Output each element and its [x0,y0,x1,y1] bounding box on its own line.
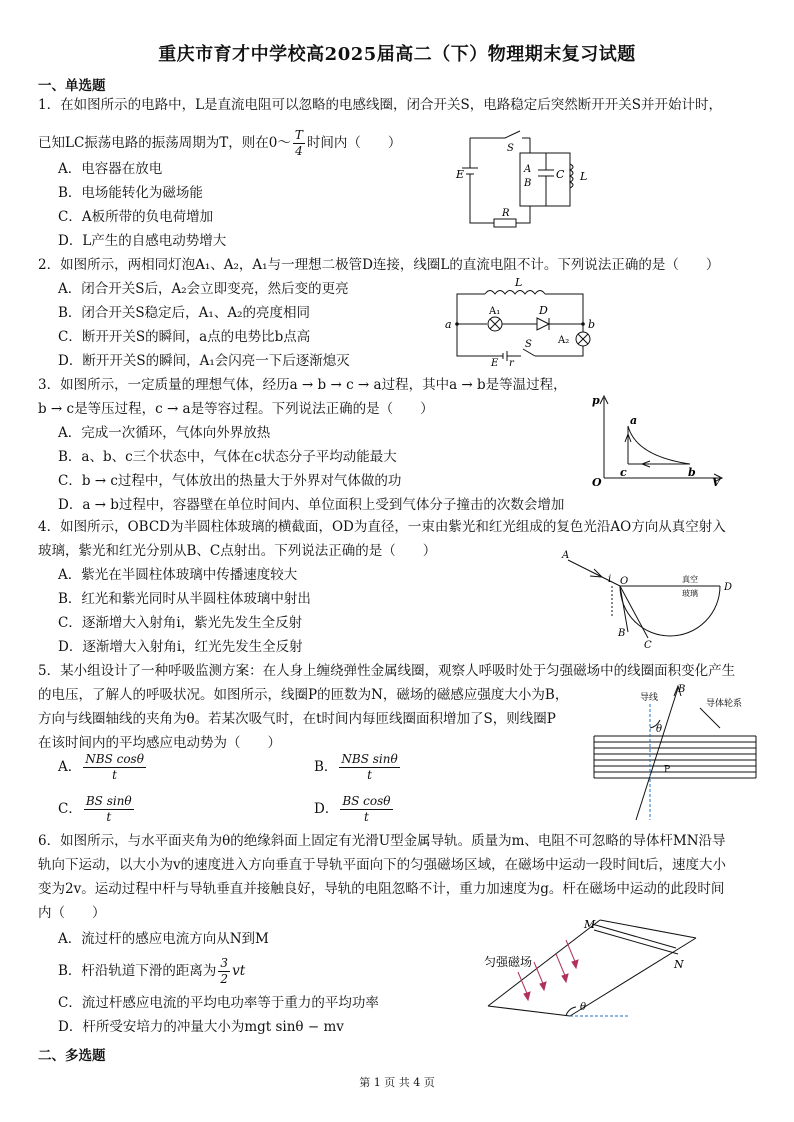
q1-frac-den: 4 [295,144,303,158]
q2-option-c[interactable]: C．断开开关S的瞬间，a点的电势比b点高 [58,329,311,345]
q5-option-b-frac [339,752,399,783]
q2-fig-label-a2: A₂ [558,335,570,346]
q1-fig-label-c: C [556,168,565,181]
q1-stem-line2 [38,128,401,159]
q5-option-a-frac [83,752,146,783]
q5-d-num: BS cosθ [342,794,391,808]
q6-fig-label-field: 匀强磁场 [484,955,533,969]
q5-fig-label-b: B [678,684,686,695]
q6-option-d[interactable]: D．杆所受安培力的冲量大小为mgt sinθ − mv [58,1019,344,1035]
q1-circuit-figure [450,128,590,236]
q6-b-den: 2 [220,972,229,986]
q5-coil-figure [588,680,764,822]
q5-option-d[interactable] [314,794,395,825]
q3-fig-label-o: O [592,476,602,488]
page-title: 重庆市育才中学校高2025届高二（下）物理期末复习试题 [158,44,636,65]
q3-option-b[interactable]: B．a、b、c三个状态中，气体在c状态分子平均动能最大 [58,449,397,465]
q4-fig-label-c: C [644,640,652,651]
q1-frac-num: T [294,128,303,142]
q5-stem-line1: 5．某小组设计了一种呼吸监测方案：在人身上缠绕弹性金属线圈，观察人呼吸时处于匀强磁场中的线圈面积变化产生 [38,663,736,679]
q4-fig-label-d: D [724,582,733,593]
q5-option-c-label: C． [58,801,82,817]
q6-option-b-tail: vt [232,963,246,979]
q5-a-num: NBS cosθ [85,752,144,766]
q5-option-d-frac [340,794,392,825]
q4-fig-label-glass: 玻璃 [682,589,698,598]
q2-fig-label-l: L [515,276,523,289]
q5-option-b[interactable] [314,752,402,783]
q6-fig-label-m: M [584,918,596,931]
q5-option-a-label: A． [58,759,82,775]
q6-stem-line3: 变为2v。运动过程中杆与导轨垂直并接触良好，导轨的电阻忽略不计，重力加速度为g。杆在磁场中运动的此段时间 [38,881,725,897]
q4-option-a[interactable]: A．紫光在半圆柱体玻璃中传播速度较大 [58,567,298,583]
q1-fig-label-a: A [524,164,532,175]
q2-fig-label-e: E [491,358,499,368]
q1-stem-tail: 时间内（ ） [306,135,402,151]
q2-fig-label-s: S [525,339,532,350]
q5-option-c-frac [84,794,134,825]
q2-stem-line1: 2．如图所示，两相同灯泡A₁、A₂，A₁与一理想二极管D连接，线圈L的直流电阻不计。下列说法正确的是（ ） [38,257,720,273]
q6-option-b-text: B．杆沿轨道下滑的距离为 [58,963,217,979]
q1-fig-label-r: R [502,208,510,219]
q6-fig-label-n: N [674,958,684,971]
q1-option-d[interactable]: D．L产生的自感电动势增大 [58,233,227,249]
q4-stem-line1: 4．如图所示，OBCD为半圆柱体玻璃的横截面，OD为直径，一束由紫光和红光组成的复色光沿AO方向从真空射入 [38,519,726,535]
q6-stem-line2: 轨向下运动，以大小为v的速度进入方向垂直于导轨平面向下的匀强磁场区域，在磁场中运动一段时间t后，速度大小 [38,857,727,873]
q6-stem-line4: 内（ ） [38,905,106,921]
q5-stem-line2: 的电压，了解人的呼吸状况。如图所示，线圈P的匝数为N，磁场的磁感应强度大小为B， [38,687,569,703]
q4-glass-figure [560,546,740,652]
q3-option-c[interactable]: C．b → c过程中，气体放出的热量大于外界对气体做的功 [58,473,402,489]
q5-fig-label-theta: θ [656,724,663,735]
q4-option-b[interactable]: B．红光和紫光同时从半圆柱体玻璃中射出 [58,591,311,607]
q3-fig-label-b: b [688,466,696,479]
q5-fig-label-coil: 导体轮系 [706,699,743,709]
q2-fig-label-a: a [445,318,452,331]
q2-fig-label-d: D [539,304,548,317]
q5-d-den: t [364,810,369,824]
q5-option-d-label: D． [314,801,339,817]
q5-option-a[interactable] [58,752,148,783]
q5-option-b-label: B． [314,759,338,775]
q3-fig-label-a: a [630,414,638,427]
q5-c-num: BS sinθ [85,794,132,808]
q4-option-c[interactable]: C．逐渐增大入射角i，紫光先发生全反射 [58,615,303,631]
q3-fig-label-c: c [620,466,627,479]
q2-option-d[interactable]: D．断开开关S的瞬间，A₁会闪亮一下后逐渐熄灭 [58,353,350,369]
q3-fig-label-v: V [712,476,721,488]
q5-b-num: NBS sinθ [341,752,398,766]
q6-option-b-frac [218,956,230,987]
q4-fig-label-vacuum: 真空 [682,575,698,584]
q5-b-den: t [367,768,372,782]
q3-stem-line1: 3．如图所示，一定质量的理想气体，经历a → b → c → a过程，其中a → b是等温过程， [38,377,567,393]
q6-option-c[interactable]: C．流过杆感应电流的平均电功率等于重力的平均功率 [58,995,379,1011]
q2-fig-label-r: r [509,358,514,368]
q4-option-d[interactable]: D．逐渐增大入射角i，红光先发生全反射 [58,639,303,655]
q6-incline-figure [470,910,710,1022]
q5-option-c[interactable] [58,794,136,825]
q5-stem-line4: 在该时间内的平均感应电动势为（ ） [38,735,281,751]
page-footer: 第 1 页 共 4 页 [359,1076,435,1089]
section-single-choice: 一、单选题 [38,78,106,94]
q6-stem-line1: 6．如图所示，与水平面夹角为θ的绝缘斜面上固定有光滑U型金属导轨。质量为m、电阻不可忽略的导体杆MN沿导 [38,833,726,849]
q2-fig-label-b: b [588,318,596,331]
q1-fraction [293,128,305,159]
q5-fig-label-p: P [664,765,671,775]
q1-option-a[interactable]: A．电容器在放电 [58,161,163,177]
q1-fig-label-l: L [580,170,588,183]
q1-fig-label-b: B [524,178,532,189]
q2-fig-label-a1: A₁ [489,306,501,317]
q1-stem-text: 已知LC振荡电路的振荡周期为T，则在0～ [38,135,291,151]
q4-fig-label-b: B [618,628,626,639]
q3-fig-label-p: p [592,394,600,407]
q3-option-a[interactable]: A．完成一次循环，气体向外界放热 [58,425,271,441]
q5-stem-line3: 方向与线圈轴线的夹角为θ。若某次吸气时，在t时间内每匝线圈面积增加了S，则线圈P [38,711,556,727]
q5-fig-label-wire: 导线 [640,693,659,703]
q3-pv-diagram [590,392,730,488]
q1-option-c[interactable]: C．A板所带的负电荷增加 [58,209,214,225]
q1-stem-line1: 1．在如图所示的电路中，L是直流电阻可以忽略的电感线圈，闭合开关S，电路稳定后突然断开开关S并开始计时， [38,97,723,113]
q1-fig-label-s: S [507,143,514,154]
q6-fig-label-theta: θ [580,1002,587,1013]
q1-option-b[interactable]: B．电场能转化为磁场能 [58,185,203,201]
q6-b-num: 3 [220,956,229,970]
q4-fig-label-o: O [620,576,629,587]
q4-fig-label-i: i [608,574,612,585]
section-multi-choice: 二、多选题 [38,1048,106,1064]
q6-option-a[interactable]: A．流过杆的感应电流方向从N到M [58,931,269,947]
q6-option-b[interactable] [58,956,245,987]
q5-c-den: t [106,810,112,824]
q2-option-b[interactable]: B．闭合开关S稳定后，A₁、A₂的亮度相同 [58,305,310,321]
q5-a-den: t [112,768,117,782]
q2-option-a[interactable]: A．闭合开关S后，A₂会立即变亮，然后变的更亮 [58,281,349,297]
q1-fig-label-e: E [456,168,465,181]
q3-option-d[interactable]: D．a → b过程中，容器壁在单位时间内、单位面积上受到气体分子撞击的次数会增加 [58,497,565,513]
q2-circuit-figure [445,276,605,368]
q4-fig-label-a: A [562,550,570,561]
q3-stem-line2: b → c是等压过程，c → a是等容过程。下列说法正确的是（ ） [38,401,434,417]
q4-stem-line2: 玻璃，紫光和红光分别从B、C点射出。下列说法正确的是（ ） [38,543,437,559]
